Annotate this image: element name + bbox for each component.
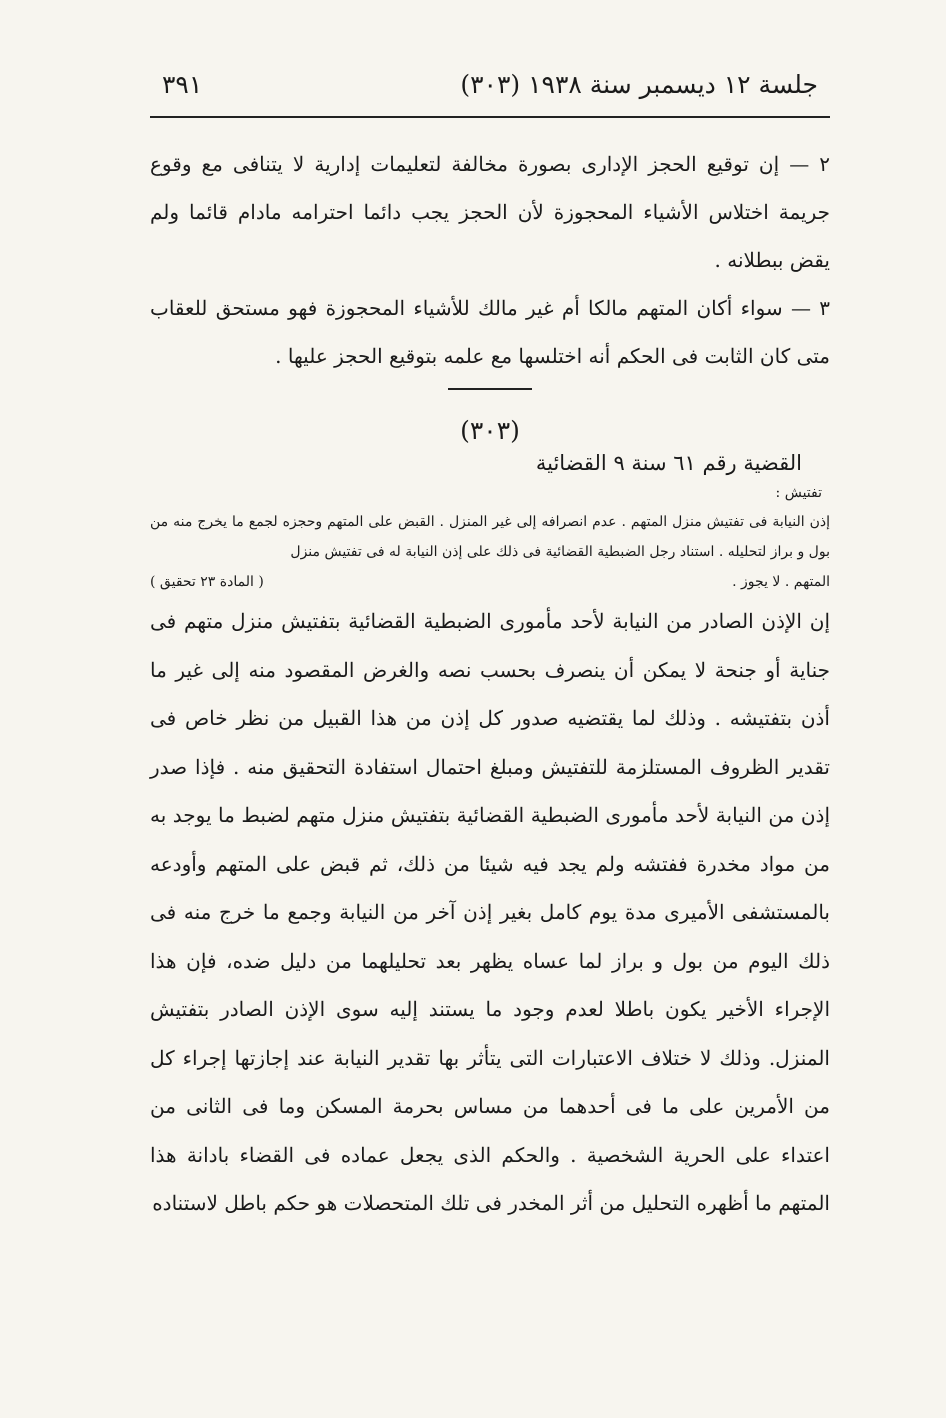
page-header [150,70,830,110]
summary-end: المتهم . لا يجوز . [732,574,830,590]
case-title: القضية رقم ٦١ سنة ٩ القضائية [535,451,802,475]
case-number: (٣٠٣) [460,416,520,445]
principle-3: ٣ — سواء أكان المتهم مالكا أم غير مالك للأشياء المحجوزة فهو مستحق للعقاب متى كان الثابت فى الحكم أنه اختلسها مع علمه بتوقيع الحجز عليها . [150,296,830,368]
header-rule [150,116,830,118]
summary-last-line [150,567,830,597]
page-number: ٣٩١ [162,70,203,99]
subject-heading: تفتيش : [775,485,822,501]
case-body: إن الإذن الصادر من النيابة لأحد مأمورى الضبطية القضائية بتفتيش منزل متهم فى جناية أو جنحة لا يمكن أن ينصرف بحسب نصه والغرض المقصود منه إلى غير ما أذن بتفتيشه . وذلك لما يقتضيه صدور كل إذن من هذا القبيل من نظر خاص فى تقدير الظروف المستلزمة للتفتيش ومبلغ احتمال استفادة التحقيق منه . فإذا صدر إذن من النيابة لأحد مأمورى الضبطية القضائية بتفتيش منزل متهم لضبط ما يوجد به من مواد مخدرة ففتشه ولم يجد فيه شيئا من ذلك، ثم قبض على المتهم وأودعه بالمستشفى الأميرى مدة يوم كامل بغير إذن آخر من النيابة وجمع ما خرج منه فى ذلك اليوم من بول و براز لما عساه يظهر بعد تحليلهما من دليل ضده، فإن هذا الإجراء الأخير يكون باطلا لعدم وجود ما يستند إليه سوى الإذن الصادر بتفتيش المنزل. وذلك لا ختلاف الاعتبارات التى يتأثر بها تقدير النيابة عند إجازتها إجراء كل من الأمرين على ما فى أحدهما من مساس بحرمة المسكن وما فى الثانى من اعتداء على الحرية الشخصية . والحكم الذى يجعل عماده فى القضاء بادانة هذا المتهم ما أظهره التحليل من أثر المخدر فى تلك المتحصلات هو حكم باطل لاستناده [150,609,830,1215]
document-page [150,70,830,1228]
article-reference: ( المادة ٢٣ تحقيق ) [150,574,264,590]
section-separator [448,388,532,390]
principle-2: ٢ — إن توقيع الحجز الإدارى بصورة مخالفة لتعليمات إدارية لا يتنافى مع وقوع جريمة اختلاس الأشياء المحجوزة لأن الحجز يجب دائما احترامه مادام قائما ولم يقض ببطلانه . [150,152,830,272]
case-summary: إذن النيابة فى تفتيش منزل المتهم . عدم انصرافه إلى غير المنزل . القبض على المتهم وحجزه لجمع ما يخرج منه من بول و براز لتحليله . استناد رجل الضبطية القضائية فى ذلك على إذن النيابة له فى تفتيش منزل [150,514,830,560]
running-title: جلسة ١٢ ديسمبر سنة ١٩٣٨ (٣٠٣) [460,70,818,99]
